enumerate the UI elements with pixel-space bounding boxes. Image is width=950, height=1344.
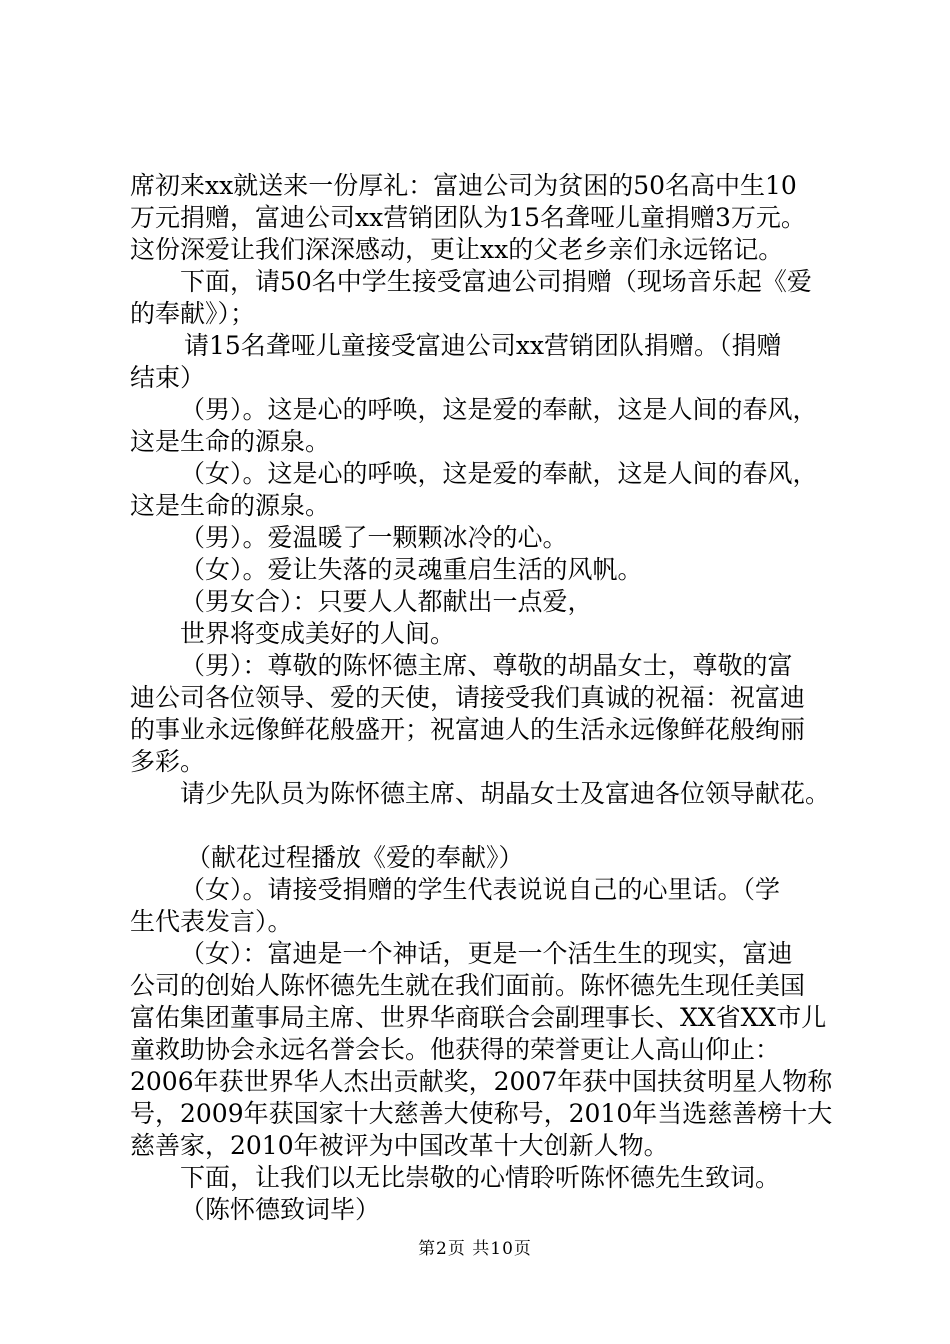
text-line: 2006年获世界华人杰出贡献奖，2007年获中国扶贫明星人物称: [130, 1067, 833, 1096]
text-line: 童救助协会永远名誉会长。他获得的荣誉更让人高山仰止：: [130, 1035, 781, 1064]
text-line: 结束）: [130, 363, 206, 392]
document-body: [130, 170, 850, 1226]
text-line: 的奉献》）；: [130, 299, 256, 328]
text-line: [130, 810, 850, 842]
text-line: 万元捐赠，富迪公司xx营销团队为15名聋哑儿童捐赠3万元。: [130, 203, 806, 232]
text-line: （陈怀德致词毕）: [180, 1195, 381, 1224]
text-line: 请15名聋哑儿童接受富迪公司xx营销团队捐赠。（捐赠: [184, 331, 782, 360]
text-line: （献花过程播放《爱的奉献》）: [186, 843, 524, 872]
text-line: 席初来xx就送来一份厚礼：富迪公司为贫困的50名高中生10: [130, 171, 797, 200]
text-line: 的事业永远像鲜花般盛开；祝富迪人的生活永远像鲜花般绚丽: [130, 715, 806, 744]
text-line: 多彩。: [130, 747, 206, 776]
page-footer: 第2页 共10页: [418, 1239, 532, 1259]
text-line: （女）。爱让失落的灵魂重启生活的风帆。: [180, 555, 643, 584]
text-line: （女）。请接受捐赠的学生代表说说自己的心里话。（学: [180, 875, 781, 904]
text-line: 号，2009年获国家十大慈善大使称号，2010年当选慈善榜十大: [130, 1099, 833, 1128]
text-line: 富佑集团董事局主席、世界华商联合会副理事长、XX省XX市儿: [130, 1003, 827, 1032]
text-line: 下面，让我们以无比崇敬的心情聆听陈怀德先生致词。: [180, 1163, 781, 1192]
text-line: （男女合）：只要人人都献出一点爱，: [180, 587, 593, 616]
text-line: 这是生命的源泉。: [130, 491, 331, 520]
text-line: （男）。爱温暖了一颗颗冰冷的心。: [180, 523, 568, 552]
text-line: 这是生命的源泉。: [130, 427, 331, 456]
text-line: 慈善家，2010年被评为中国改革十大创新人物。: [130, 1131, 669, 1160]
text-line: （女）：富迪是一个神话，更是一个活生生的现实，富迪: [180, 939, 793, 968]
text-line: （男）：尊敬的陈怀德主席、尊敬的胡晶女士，尊敬的富: [180, 651, 793, 680]
text-line: 公司的创始人陈怀德先生就在我们面前。陈怀德先生现任美国: [130, 971, 806, 1000]
text-line: 请少先队员为陈怀德主席、胡晶女士及富迪各位领导献花。: [180, 779, 831, 808]
text-line: 迪公司各位领导、爱的天使，请接受我们真诚的祝福：祝富迪: [130, 683, 806, 712]
text-line: 下面，请50名中学生接受富迪公司捐赠（现场音乐起《爱: [180, 267, 812, 296]
text-line: 世界将变成美好的人间。: [180, 619, 456, 648]
text-line: （女）。这是心的呼唤，这是爱的奉献，这是人间的春风，: [180, 459, 818, 488]
text-line: 这份深爱让我们深深感动，更让xx的父老乡亲们永远铭记。: [130, 235, 784, 264]
text-line: （男）。这是心的呼唤，这是爱的奉献，这是人间的春风，: [180, 395, 818, 424]
text-line: 生代表发言）。: [130, 907, 293, 936]
